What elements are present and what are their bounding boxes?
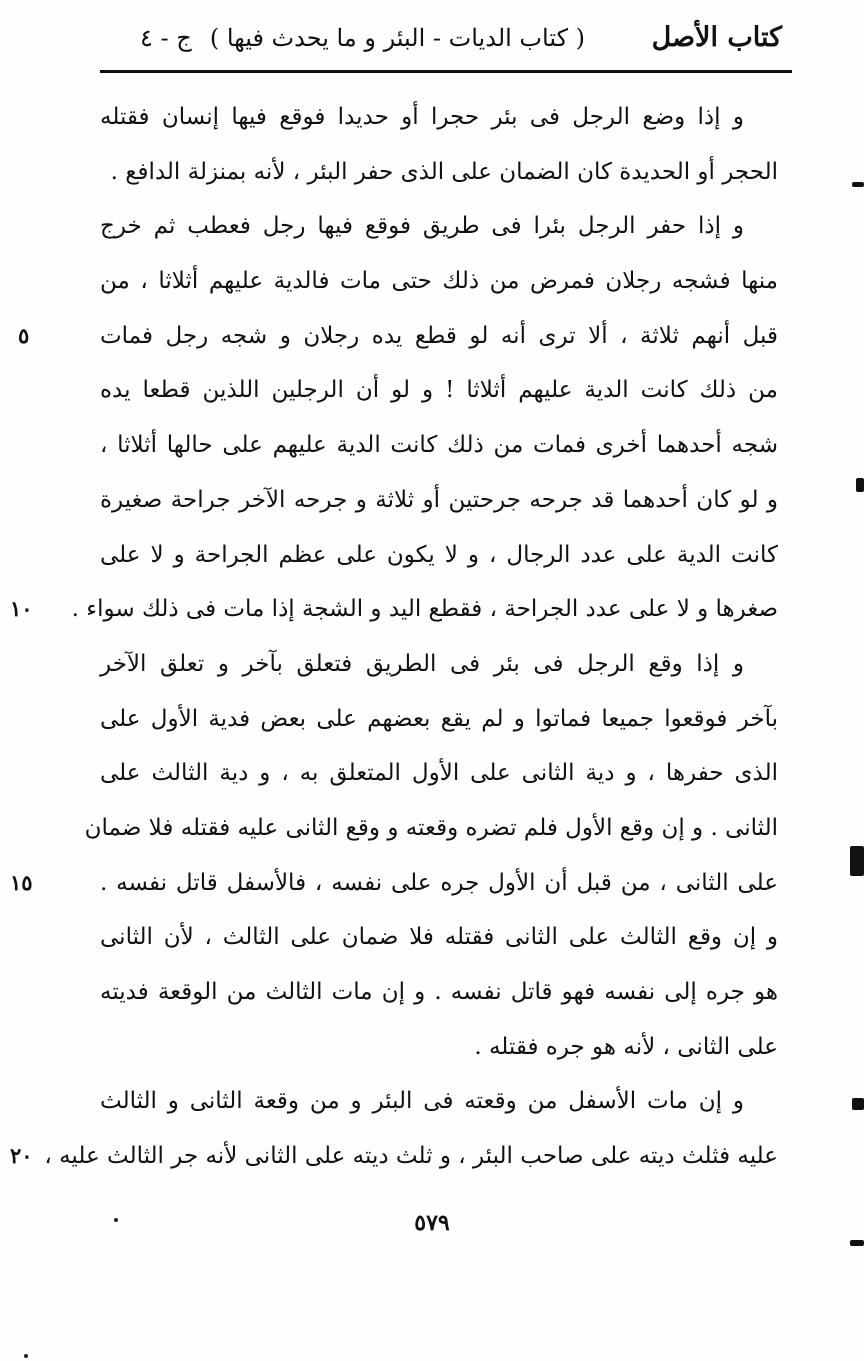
text-line: بآخر فوقعوا جميعا فماتوا و لم يقع بعضهم على بعض فدية الأول على xyxy=(100,705,778,732)
scan-edge-mark xyxy=(850,846,864,876)
line-number-15: ١٥ xyxy=(10,869,33,895)
text-line: من ذلك كانت الدية عليهم أثلاثا ! و لو أن الرجلين اللذين قطعا يده xyxy=(100,377,778,404)
scan-edge-mark xyxy=(856,478,864,492)
text-line: الذى حفرها ، و دية الثانى على الأول المتعلق به ، و دية الثالث على xyxy=(100,760,778,787)
text-line: هو جره إلى نفسه فهو قاتل نفسه . و إن مات الثالث من الوقعة فديته xyxy=(100,979,778,1005)
scan-edge-mark xyxy=(852,182,864,187)
header-rule xyxy=(100,70,792,73)
text-line: شجه أحدهما أخرى فمات من ذلك كانت الدية عليهم على حالها أثلاثا ، xyxy=(100,432,778,459)
text-line: و إذا حفر الرجل بئرا فى طريق فوقع فيها رجل فعطب ثم خرج xyxy=(100,213,744,240)
text-line: و إن مات الأسفل من وقعته فى البئر و من وقعة الثانى و الثالث xyxy=(100,1088,744,1115)
text-line: و إذا وقع الرجل فى بئر فى الطريق فتعلق بآخر و تعلق الآخر xyxy=(100,650,744,677)
text-line: و إن وقع الثالث على الثانى فقتله فلا ضمان على الثالث ، لأن الثانى xyxy=(100,924,778,951)
text-line: صغرها و لا على عدد الجراحة ، فقطع اليد و الشجة إذا مات فى ذلك سواء . ١٠ xyxy=(100,582,778,637)
line-number-10: ١٠ xyxy=(10,596,33,622)
text-line: الثانى . و إن وقع الأول فلم تضره وقعته و وقع الثانى عليه فقتله فلا ضمان xyxy=(84,814,778,841)
line-number-5: ٥ xyxy=(18,322,30,348)
text-line: قبل أنهم ثلاثة ، ألا ترى أنه لو قطع يده رجلان و شجه رجل فمات ٥ xyxy=(100,309,778,364)
text-line: عليه فثلث ديته على صاحب البئر ، و ثلث ديته على الثانى لأنه جر الثالث عليه ، ٢٠ xyxy=(100,1129,778,1184)
line-number-20: ٢٠ xyxy=(10,1143,33,1169)
page-number: ٥٧٩ xyxy=(414,1210,450,1236)
text-line: كانت الدية على عدد الرجال ، و لا يكون على عظم الجراحة و لا على xyxy=(100,541,778,568)
text-line: و لو كان أحدهما قد جرحه جرحتين أو ثلاثة و جرحه الآخر جراحة صغيرة xyxy=(100,486,778,513)
running-header xyxy=(100,14,790,70)
text-line: على الثانى ، من قبل أن الأول جره على نفسه ، فالأسفل قاتل نفسه . ١٥ xyxy=(100,856,778,911)
scan-edge-mark xyxy=(850,1240,864,1246)
scan-edge-mark xyxy=(852,1098,864,1110)
book-title: كتاب الأصل xyxy=(651,22,782,53)
chapter-title: ( كتاب الديات - البئر و ما يحدث فيها ) xyxy=(209,24,585,52)
volume-label: ج - ٤ xyxy=(140,24,192,52)
scan-speck xyxy=(114,1218,118,1222)
body-text xyxy=(10,90,778,1184)
text-line: الحجر أو الحديدة كان الضمان على الذى حفر البئر ، لأنه بمنزلة الدافع . xyxy=(110,158,778,185)
text-line: و إذا وضع الرجل فى بئر حجرا أو حديدا فوقع فيها إنسان فقتله xyxy=(100,104,744,130)
scan-speck xyxy=(24,1354,28,1358)
text-line: منها فشجه رجلان فمرض من ذلك حتى مات فالدية عليهم أثلاثا ، من xyxy=(100,268,778,295)
text-line: على الثانى ، لأنه هو جره فقتله . xyxy=(474,1033,778,1060)
